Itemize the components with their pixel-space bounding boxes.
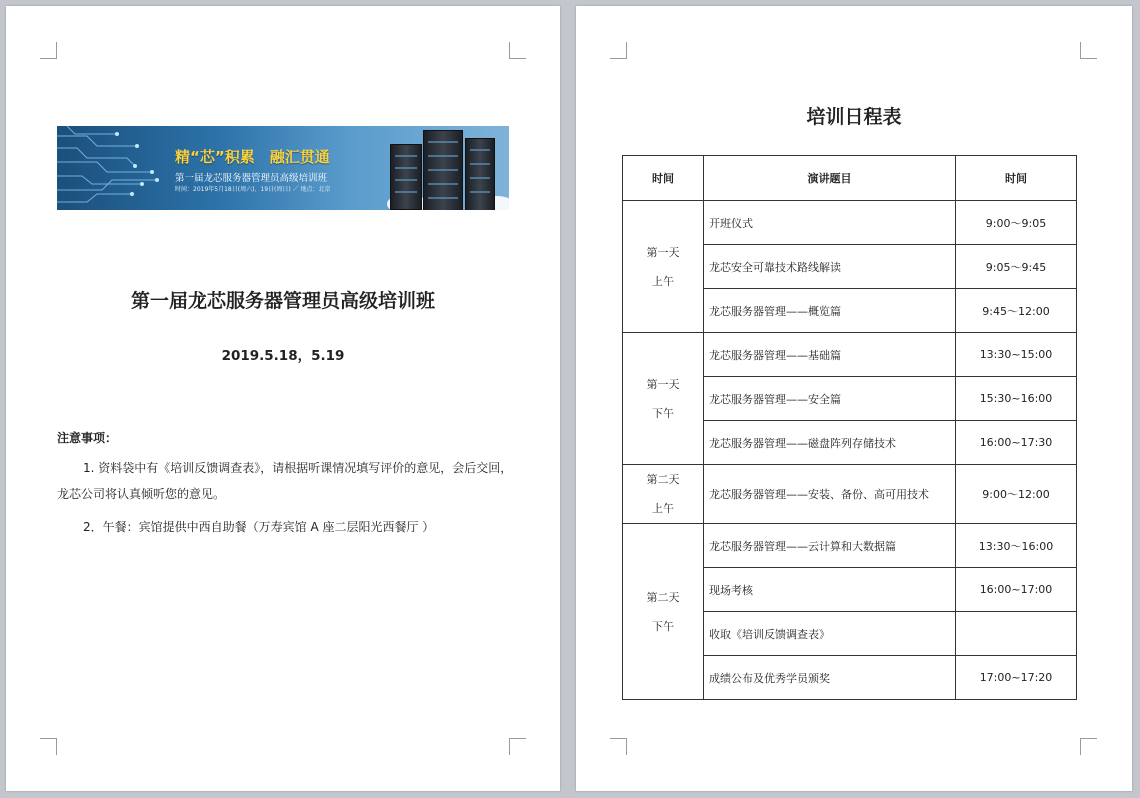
time-cell: 13:30~15:00 [956,333,1077,377]
margin-mark-top-right [509,42,526,59]
margin-mark-top-left [40,42,57,59]
topic-cell: 成绩公布及优秀学员颁奖 [704,656,956,700]
notes-heading: 注意事项： [57,431,118,445]
banner-subtitle: 第一届龙芯服务器管理员高级培训班 [175,173,328,184]
document-page-2 [576,6,1132,791]
session-day: 第二天 [646,590,680,604]
time-cell: 9:05～9:45 [956,245,1077,289]
server-rack-icon [465,138,495,210]
topic-cell: 龙芯服务器管理——安装、备份、高可用技术 [704,465,956,524]
banner-slogan: 精“芯”积累 融汇贯通 [175,148,330,166]
table-row [623,524,1077,568]
topic-cell: 龙芯安全可靠技术路线解读 [704,245,956,289]
note-item-1: 1. 资料袋中有《培训反馈调查表》，请根据听课情况填写评价的意见，会后交回，龙芯公司将认真倾听您的意见。 [57,461,513,501]
document-page-1 [6,6,560,791]
header-session: 时间 [623,156,704,201]
time-cell: 9:00～12:00 [956,465,1077,524]
margin-mark-bottom-left [40,738,57,755]
header-time: 时间 [956,156,1077,201]
session-day: 第一天 [646,245,680,259]
time-cell: 9:45～12:00 [956,289,1077,333]
topic-cell: 收取《培训反馈调查表》 [704,612,956,656]
session-period: 上午 [652,274,674,288]
session-day: 第一天 [646,377,680,391]
table-row [623,465,1077,524]
session-day: 第二天 [646,473,680,486]
time-cell: 16:00~17:00 [956,568,1077,612]
topic-cell: 龙芯服务器管理——安全篇 [704,377,956,421]
topic-cell: 龙芯服务器管理——磁盘阵列存储技术 [704,421,956,465]
topic-cell: 开班仪式 [704,201,956,245]
banner-info: 时间：2019年5月18日(周六)、19日(周日) ／ 地点：北京 [175,186,331,193]
topic-cell: 龙芯服务器管理——云计算和大数据篇 [704,524,956,568]
time-cell: 16:00~17:30 [956,421,1077,465]
session-cell [623,524,704,700]
header-banner-image [57,126,509,210]
margin-mark-top-right [1080,42,1097,59]
session-cell [623,333,704,465]
session-period: 上午 [652,502,674,515]
schedule-table [622,155,1077,700]
session-period: 下午 [652,406,674,420]
session-cell [623,465,704,524]
topic-cell: 龙芯服务器管理——概览篇 [704,289,956,333]
time-cell: 17:00~17:20 [956,656,1077,700]
margin-mark-top-left [610,42,627,59]
margin-mark-bottom-right [1080,738,1097,755]
time-cell [956,612,1077,656]
margin-mark-bottom-left [610,738,627,755]
server-rack-icon [390,144,422,210]
session-period: 下午 [652,619,674,633]
table-header-row [623,156,1077,201]
session-cell [623,201,704,333]
document-title: 第一届龙芯服务器管理员高级培训班 [130,290,435,312]
header-topic: 演讲题目 [704,156,956,201]
document-date: 2019.5.18，5.19 [221,348,345,364]
table-row [623,333,1077,377]
time-cell: 13:30～16:00 [956,524,1077,568]
time-cell: 15:30~16:00 [956,377,1077,421]
margin-mark-bottom-right [509,738,526,755]
topic-cell: 龙芯服务器管理——基础篇 [704,333,956,377]
time-cell: 9:00～9:05 [956,201,1077,245]
schedule-title: 培训日程表 [806,106,902,128]
topic-cell: 现场考核 [704,568,956,612]
server-rack-icon [423,130,463,210]
table-row [623,201,1077,245]
note-item-2: 2．午餐：宾馆提供中西自助餐（万寿宾馆 A 座二层阳光西餐厅 ） [83,520,435,534]
